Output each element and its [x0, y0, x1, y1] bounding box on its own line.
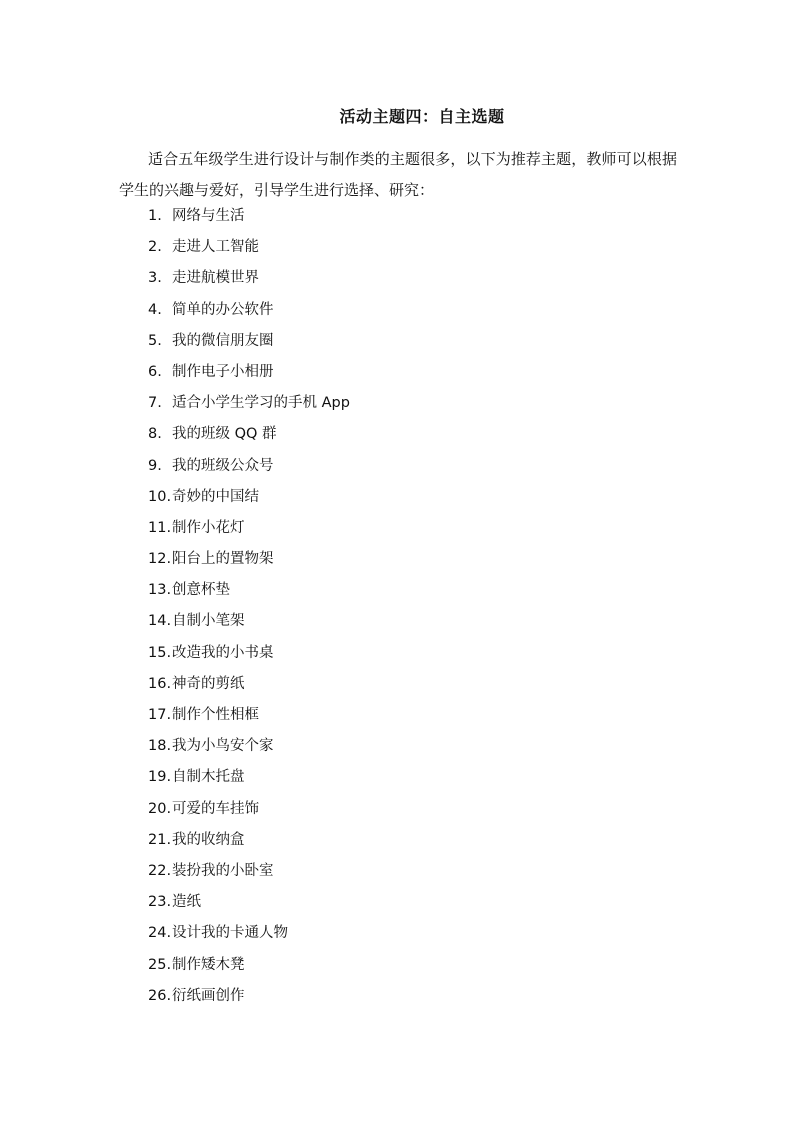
list-item: [148, 357, 350, 388]
item-number: 22.: [148, 862, 172, 879]
item-number: 14.: [148, 613, 172, 630]
item-text: 装扮我的小卧室: [172, 862, 274, 879]
item-text: 走进人工智能: [172, 239, 259, 256]
item-number: 23.: [148, 894, 172, 911]
item-number: 15.: [148, 644, 172, 661]
item-number: 4.: [148, 301, 162, 318]
item-text: 奇妙的中国结: [172, 488, 259, 505]
list-item: [148, 451, 350, 482]
list-item: [148, 263, 350, 294]
page-title: 活动主题四：自主选题: [339, 107, 505, 126]
list-item: [148, 669, 350, 700]
item-text: 衍纸画创作: [172, 987, 245, 1004]
item-text: 可爱的车挂饰: [172, 800, 259, 817]
intro-paragraph: 适合五年级学生进行设计与制作类的主题很多，以下为推荐主题，教师可以根据学生的兴趣与爱好，引导学生进行选择、研究：: [119, 150, 677, 199]
item-text: 简单的办公软件: [172, 301, 274, 318]
item-number: 1.: [148, 208, 162, 224]
item-text: 我为小鸟安个家: [172, 738, 274, 755]
item-text: 我的微信朋友圈: [172, 332, 274, 349]
list-item: [148, 731, 350, 762]
item-number: 16.: [148, 675, 172, 692]
list-item: [148, 700, 350, 731]
item-number: 20.: [148, 800, 172, 817]
item-text: 改造我的小书桌: [172, 644, 274, 661]
list-item: [148, 638, 350, 669]
list-item: [148, 575, 350, 606]
item-text: 制作个性相框: [172, 707, 259, 723]
list-item: [148, 918, 350, 949]
list-item: [148, 419, 350, 450]
item-text: 制作矮木凳: [172, 956, 245, 973]
item-number: 11.: [148, 519, 172, 536]
item-number: 19.: [148, 769, 172, 786]
list-item: [148, 544, 350, 575]
item-text: 神奇的剪纸: [172, 675, 245, 692]
item-number: 5.: [148, 332, 162, 349]
list-item: [148, 762, 350, 793]
item-number: 21.: [148, 831, 172, 848]
item-text: 制作电子小相册: [172, 363, 274, 380]
item-number: 10.: [148, 488, 172, 505]
list-item: [148, 887, 350, 918]
item-text: 造纸: [172, 894, 201, 911]
item-number: 26.: [148, 987, 172, 1004]
item-number: 18.: [148, 738, 172, 755]
list-item: [148, 388, 350, 419]
item-text: 制作小花灯: [172, 519, 245, 536]
list-item: [148, 326, 350, 357]
list-item: [148, 482, 350, 513]
list-item: [148, 606, 350, 637]
item-text: 自制小笔架: [172, 613, 245, 630]
item-number: 8.: [148, 426, 162, 443]
item-text: 设计我的卡通人物: [172, 925, 288, 942]
item-text: 适合小学生学习的手机 App: [172, 395, 350, 412]
item-text: 我的收纳盒: [172, 831, 245, 848]
item-text: 自制木托盘: [172, 769, 245, 786]
item-number: 2.: [148, 239, 162, 256]
item-number: 17.: [148, 707, 172, 723]
list-item: [148, 856, 350, 887]
list-item: [148, 513, 350, 544]
item-text: 阳台上的置物架: [172, 551, 274, 568]
item-number: 12.: [148, 551, 172, 568]
list-item: [148, 295, 350, 326]
item-number: 7.: [148, 395, 162, 412]
list-item: [148, 201, 350, 232]
list-item: [148, 232, 350, 263]
item-text: 我的班级公众号: [172, 457, 274, 474]
item-text: 网络与生活: [172, 208, 245, 224]
list-item: [148, 825, 350, 856]
topic-list: [148, 201, 350, 1012]
item-number: 25.: [148, 956, 172, 973]
list-item: [148, 981, 350, 1012]
item-text: 走进航模世界: [172, 270, 259, 287]
item-number: 24.: [148, 925, 172, 942]
item-text: 我的班级 QQ 群: [172, 426, 277, 443]
list-item: [148, 950, 350, 981]
item-number: 13.: [148, 582, 172, 599]
item-number: 6.: [148, 363, 162, 380]
item-number: 3.: [148, 270, 162, 287]
item-text: 创意杯垫: [172, 582, 230, 599]
item-number: 9.: [148, 457, 162, 474]
list-item: [148, 794, 350, 825]
